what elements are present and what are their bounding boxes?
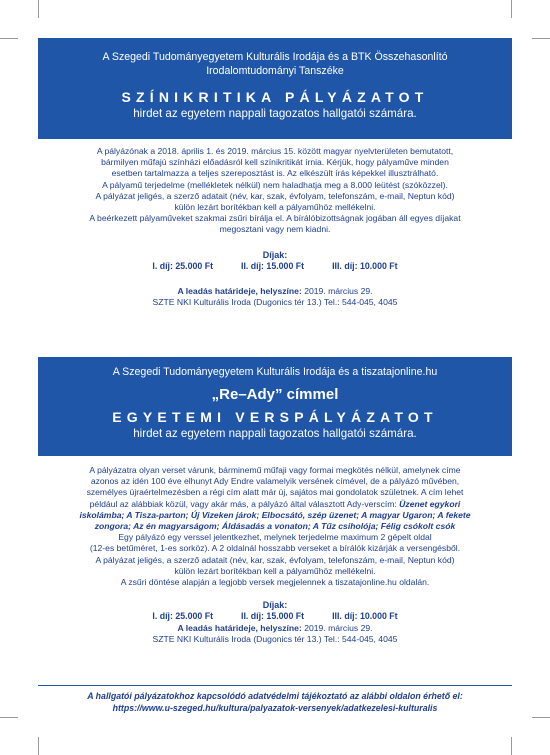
section1-body-line: A pályázónak a 2018. április 1. és 2019. március 15. között magyar nyelvterületen bemutatott, [96, 146, 454, 156]
section2-re-title: „Re–Ady” címmel [211, 386, 339, 403]
section2-title: EGYETEMI VERSPÁLYÁZATOT [112, 409, 438, 425]
section2-prize-2: II. díj: 15.000 Ft [241, 611, 305, 622]
crop-mark-top-left-v [38, 0, 39, 18]
section2-body-line: (12-es betűméret, 1-es sorköz). A 2 oldalnál hosszabb verseket a bírálók kizárják a versengésből. [89, 543, 461, 554]
section1-intro-line-2: Irodalomtudományi Tanszéke [206, 65, 344, 77]
section2-deadline-label: A leadás határideje, helyszíne: [177, 622, 302, 633]
section2-body [38, 465, 512, 645]
section1-prize-3: III. díj: 10.000 Ft [332, 260, 398, 271]
section2-intro: A Szegedi Tudományegyetem Kulturális Irodája és a tiszatajonline.hu [112, 366, 438, 378]
footer [38, 690, 512, 714]
section1-prizes [38, 261, 512, 272]
section2-prizes-heading: Díjak: [262, 600, 288, 611]
section2-deadline [38, 623, 512, 634]
section1-body-line: megosztani vagy nem kiadni. [219, 224, 331, 235]
section2-body-line: A pályázat jeligés, a szerző adatait (név, kar, szak, évfolyam, telefonszám, e-mail, Neptun kód) [95, 554, 455, 565]
section1-subtitle: hirdet az egyetem nappali tagozatos hallgatói számára. [133, 107, 417, 120]
section1-prizes-heading: Díjak: [262, 249, 288, 260]
section1-body-line: bármilyen műfajú színházi előadásról kell színikritikát írnia. Kérjük, hogy pályaműve minden [101, 157, 449, 168]
section1-intro-line-1: A Szegedi Tudományegyetem Kulturális Irodája és a BTK Összehasonlító [102, 51, 448, 63]
section1-deadline [38, 286, 512, 297]
footer-divider [38, 685, 512, 686]
crop-mark-top-right-v [511, 0, 512, 18]
crop-mark-bottom-left-v [38, 737, 39, 755]
section2-verse-titles-line: iskolámba; A Tisza-parton; Új Vizeken járok; Elbocsátó, szép üzenet; A magyar Ugaron; A fekete [79, 509, 471, 520]
footer-privacy-notice: A hallgatói pályázatokhoz kapcsolódó adatvédelmi tájékoztató az alábbi oldalon érhető el: [87, 691, 463, 701]
section2-body-line-text: például az alábbiak közül, vagy akár más, a pályázó által választott Ady-verscím: [89, 498, 397, 509]
crop-mark-bottom-right-v [511, 737, 512, 755]
section1-body-line: A beérkezett pályaműveket szakmai zsűri bírálja el. A bírálóbizottságnak jogában áll egyes díjakat [89, 213, 461, 224]
section2-verse-titles-line: zongora; Az én magyarságom; Áldásadás a vonaton; A Tűz csiholója; Félig csókolt csók [94, 521, 456, 532]
section2-subtitle: hirdet az egyetem nappali tagozatos hallgatói számára. [133, 427, 417, 440]
section1-address: SZTE NKI Kulturális Iroda (Dugonics tér 13.) Tel.: 544-045, 4045 [152, 297, 398, 308]
section2-address: SZTE NKI Kulturális Iroda (Dugonics tér 13.) Tel.: 544-045, 4045 [152, 633, 398, 644]
section2-deadline-value: 2019. március 29. [301, 622, 373, 633]
section1-title: SZÍNIKRITIKA PÁLYÁZATOT [121, 89, 429, 105]
section2-body-line [38, 499, 512, 510]
section2-verse-titles-start: Üzenet egykori [396, 498, 461, 509]
section1-prize-1: I. díj: 25.000 Ft [152, 260, 214, 271]
footer-privacy-link[interactable]: https://www.u-szeged.hu/kultura/palyazatok-versenyek/adatkezelesi-kulturalis [112, 703, 438, 713]
section2-body-line: külön lezárt borítékban kell a pályaműhöz mellékelni. [174, 565, 376, 576]
section2-body-line: Egy pályázó egy verssel jelentkezhet, melynek terjedelme maximum 2 gépelt oldal [118, 532, 432, 543]
crop-mark-bottom-left-h [0, 717, 18, 718]
crop-mark-bottom-right-h [532, 717, 550, 718]
section2-prizes [38, 611, 512, 622]
section1-body-line: A pályázat jeligés, a szerző adatait (név, kar, szak, évfolyam, telefonszám, e-mail, Neptun kód) [95, 190, 455, 201]
section2-body-line: A pályázatra olyan verset várunk, bárminemű műfaji vagy formai megkötés nélkül, amelynek címe [89, 465, 461, 475]
section1-prize-2: II. díj: 15.000 Ft [241, 260, 305, 271]
section2-prize-1: I. díj: 25.000 Ft [152, 611, 214, 622]
section1-deadline-value: 2019. március 29. [301, 286, 373, 297]
section1-body-line: A pályamű terjedelme (mellékletek nélkül) nem haladhatja meg a 8.000 leütést (szóközzel). [102, 179, 448, 190]
crop-mark-top-right-h [532, 38, 550, 39]
section2-header-band [38, 357, 512, 456]
section2-body-line: A zsűri döntése alapján a legjobb versek megjelennek a tiszatajonline.hu oldalán. [120, 577, 430, 588]
crop-mark-top-left-h [0, 38, 18, 39]
section1-body-line: külön lezárt borítékban kell a pályaműhöz mellékelni. [174, 202, 376, 213]
section1-body-line: esetben tartalmazza a teljes szereposztást is. Az elkészült írás képekkel illusztrálható. [111, 168, 439, 179]
section2-body-line: azonos az idén 100 éve elhunyt Ady Endre valamelyik versének címével, de a pályázó művében, [90, 476, 460, 487]
section1-deadline-label: A leadás határideje, helyszíne: [177, 286, 302, 297]
section1-body [38, 146, 512, 308]
section2-prize-3: III. díj: 10.000 Ft [332, 611, 398, 622]
section1-header-band [38, 38, 512, 139]
section2-body-line: személyes újraértelmezésben a régi cím alatt már új, sajátos mai gondolatok születnek. A cím lehet [86, 487, 464, 498]
